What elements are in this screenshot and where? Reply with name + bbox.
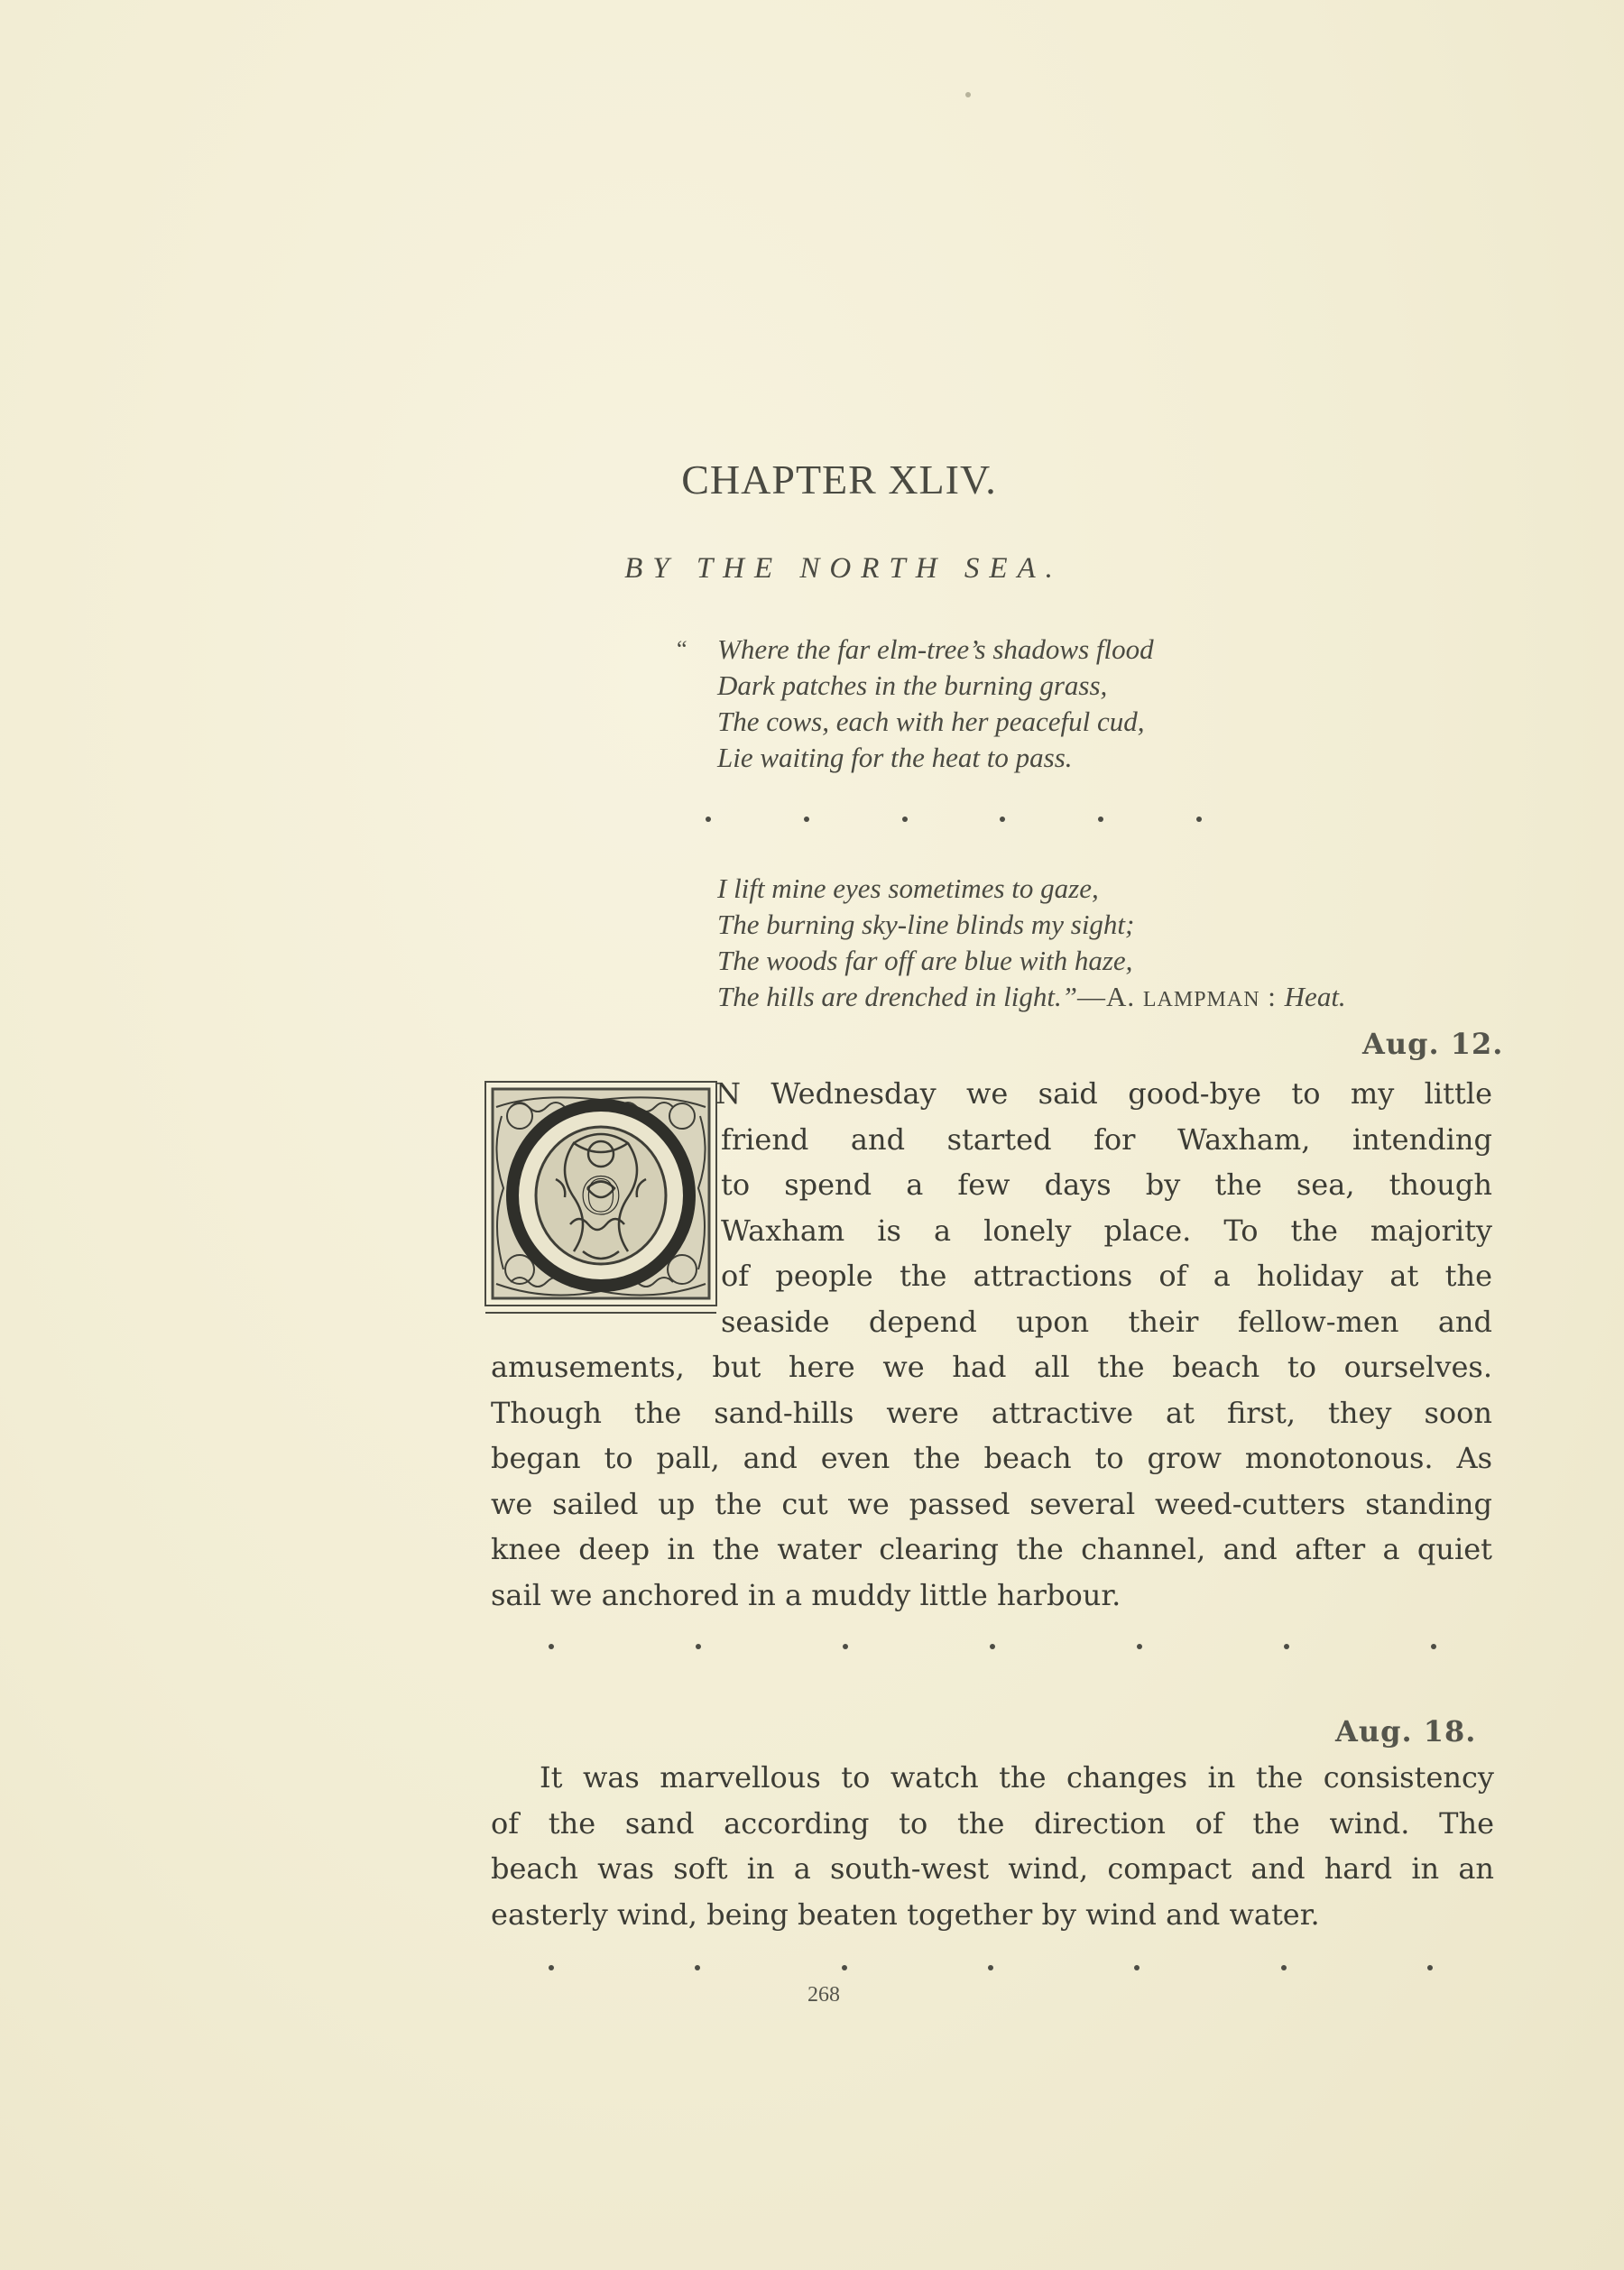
ellipsis-divider (706, 817, 1202, 822)
epigraph-open-quote: “ (677, 636, 687, 662)
ellipsis-divider (549, 1965, 1433, 1970)
entry-date: Aug. 18. (1335, 1714, 1477, 1749)
paper-speck (965, 92, 971, 97)
paragraph-line: knee deep in the water clearing the channel, and after a quiet (491, 1532, 1492, 1566)
epigraph-attribution (1077, 981, 1285, 1012)
paragraph-line: seaside depend upon their fellow-men and (721, 1304, 1492, 1339)
epigraph-line: Dark patches in the burning grass, (717, 669, 1108, 701)
entry-paragraph (491, 1755, 1494, 1937)
paragraph-line: began to pall, and even the beach to grow monotonous. As (491, 1441, 1492, 1475)
paragraph-line: to spend a few days by the sea, though (721, 1167, 1492, 1202)
attribution-author: LAMPMAN (1142, 988, 1260, 1011)
page-number: 268 (807, 1983, 840, 2007)
ellipsis-divider (549, 1644, 1436, 1649)
paragraph-line: amusements, but here we had all the beach to ourselves. (491, 1350, 1492, 1384)
paragraph-line: we sailed up the cut we passed several weed-cutters standing (491, 1486, 1492, 1521)
paragraph-line: Though the sand-hills were attractive at first, they soon (491, 1395, 1492, 1430)
epigraph-line: Where the far elm-tree’s shadows flood (717, 633, 1154, 665)
epigraph-line: The burning sky-line blinds my sight; (717, 909, 1135, 940)
attribution-work: Heat. (1284, 981, 1346, 1012)
epigraph-line: The woods far off are blue with haze, (717, 945, 1133, 976)
paragraph-line: It was marvellous to watch the changes in the consistency (540, 1760, 1494, 1795)
attribution-dash: —A. (1076, 981, 1143, 1012)
drop-cap-letter: O (580, 1167, 622, 1226)
paragraph-line: N Wednesday we said good-bye to my little (715, 1076, 1492, 1111)
paragraph-line: sail we anchored in a muddy little harbour. (491, 1577, 1121, 1612)
paragraph-line: of the sand according to the direction of the wind. The (491, 1805, 1494, 1841)
epigraph-line: The cows, each with her peaceful cud, (717, 706, 1145, 737)
attribution-separator: : (1260, 981, 1285, 1012)
entry-date: Aug. 12. (1362, 1027, 1504, 1061)
paragraph-line: easterly wind, being beaten together by wind and water. (491, 1896, 1320, 1932)
chapter-subtitle: BY THE NORTH SEA. (624, 552, 1063, 585)
paragraph-line: Waxham is a lonely place. To the majority (721, 1213, 1492, 1248)
epigraph-line: The hills are drenched in light.” (717, 981, 1077, 1012)
epigraph-line: Lie waiting for the heat to pass. (717, 742, 1073, 773)
chapter-title: CHAPTER XLIV. (681, 457, 997, 503)
paragraph-line: beach was soft in a south-west wind, compact and hard in an (491, 1851, 1494, 1886)
epigraph-line: I lift mine eyes sometimes to gaze, (717, 872, 1099, 904)
paragraph-line: of people the attractions of a holiday at the (721, 1259, 1492, 1293)
paragraph-line: friend and started for Waxham, intending (721, 1121, 1492, 1157)
epigraph (678, 632, 1490, 1018)
epigraph-last-line (678, 979, 1490, 1018)
entry-paragraph (491, 1071, 1492, 1618)
